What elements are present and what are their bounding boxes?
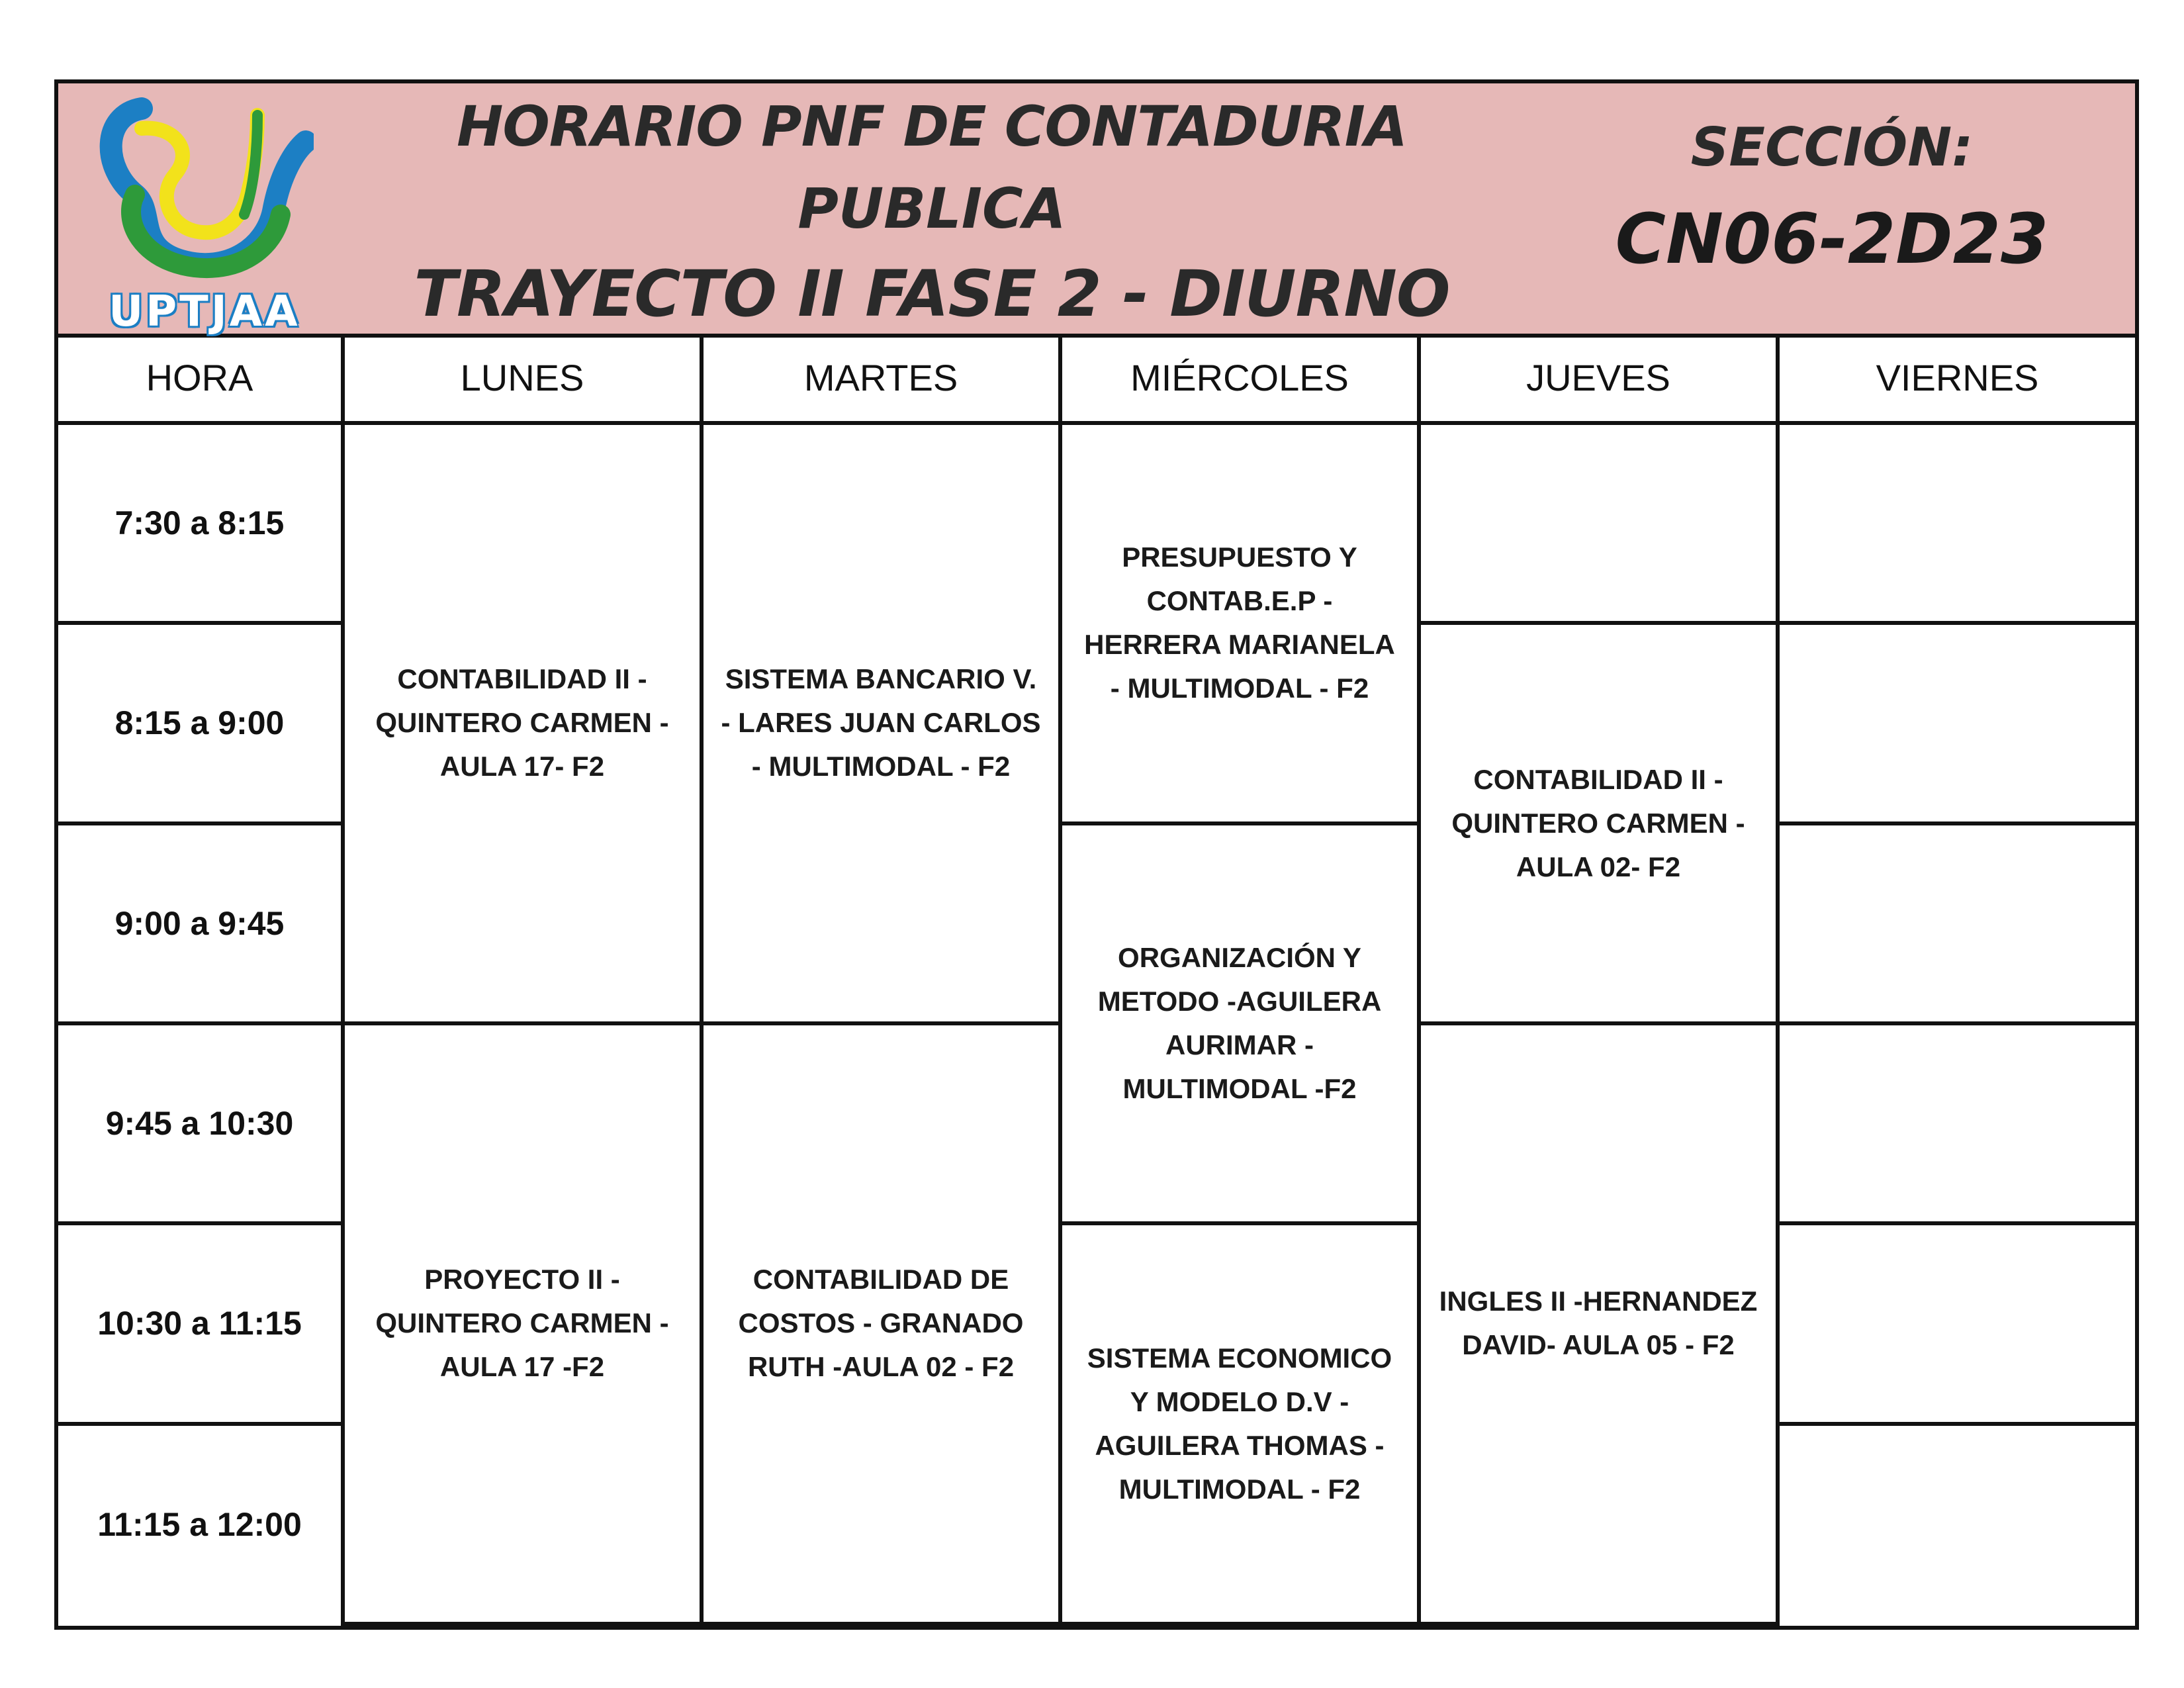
section-code: CN06-2D23 <box>1615 199 2049 279</box>
logo-emblem-icon <box>95 89 314 287</box>
column-header-miercoles: MIÉRCOLES <box>1060 334 1419 423</box>
class-cell-jueves: INGLES II -HERNANDEZ DAVID- AULA 05 - F2 <box>1419 1023 1778 1624</box>
class-cell-lunes: CONTABILIDAD II - QUINTERO CARMEN - AULA 17- F2 <box>343 423 702 1023</box>
empty-cell <box>1778 423 2135 623</box>
hour-cell: 9:00 a 9:45 <box>58 823 343 1023</box>
class-cell-jueves: CONTABILIDAD II - QUINTERO CARMEN - AULA 02- F2 <box>1419 623 1778 1023</box>
class-cell-lunes: PROYECTO II - QUINTERO CARMEN - AULA 17 -F2 <box>343 1023 702 1624</box>
hour-cell: 9:45 a 10:30 <box>58 1023 343 1223</box>
hour-cell: 8:15 a 9:00 <box>58 623 343 823</box>
uptjaa-logo <box>95 89 314 335</box>
column-header-martes: MARTES <box>702 334 1060 423</box>
class-cell-martes: CONTABILIDAD DE COSTOS - GRANADO RUTH -AULA 02 - F2 <box>702 1023 1060 1624</box>
hour-cell: 11:15 a 12:00 <box>58 1424 343 1624</box>
hour-cell: 10:30 a 11:15 <box>58 1223 343 1423</box>
logo-text: UPTJAA <box>109 287 300 336</box>
section-label: SECCIÓN: <box>1690 117 1974 178</box>
table-header-row <box>58 334 2135 423</box>
class-cell-miercoles: PRESUPUESTO Y CONTAB.E.P - HERRERA MARIANELA - MULTIMODAL - F2 <box>1060 423 1419 823</box>
empty-cell <box>1778 1023 2135 1223</box>
class-cell-martes: SISTEMA BANCARIO V. - LARES JUAN CARLOS - MULTIMODAL - F2 <box>702 423 1060 1023</box>
empty-cell <box>1778 823 2135 1023</box>
column-header-jueves: JUEVES <box>1419 334 1778 423</box>
column-header-hora: HORA <box>58 334 343 423</box>
empty-cell <box>1778 1223 2135 1423</box>
header-banner <box>58 83 2135 338</box>
schedule-table <box>58 334 2135 1626</box>
schedule-sheet <box>54 79 2139 1630</box>
empty-cell <box>1778 1424 2135 1624</box>
class-cell-miercoles: SISTEMA ECONOMICO Y MODELO D.V - AGUILERA THOMAS - MULTIMODAL - F2 <box>1060 1223 1419 1624</box>
title-line-2: PUBLICA <box>797 176 1066 241</box>
title-line-3: TRAYECTO II FASE 2 - DIURNO <box>414 257 1450 331</box>
class-cell-miercoles: ORGANIZACIÓN Y METODO -AGUILERA AURIMAR - MULTIMODAL -F2 <box>1060 823 1419 1224</box>
empty-cell <box>1419 423 1778 623</box>
column-header-lunes: LUNES <box>343 334 702 423</box>
title-line-1: HORARIO PNF DE CONTADURIA <box>457 94 1407 159</box>
column-header-viernes: VIERNES <box>1778 334 2135 423</box>
empty-cell <box>1778 623 2135 823</box>
hour-cell: 7:30 a 8:15 <box>58 423 343 623</box>
table-row <box>58 423 2135 623</box>
